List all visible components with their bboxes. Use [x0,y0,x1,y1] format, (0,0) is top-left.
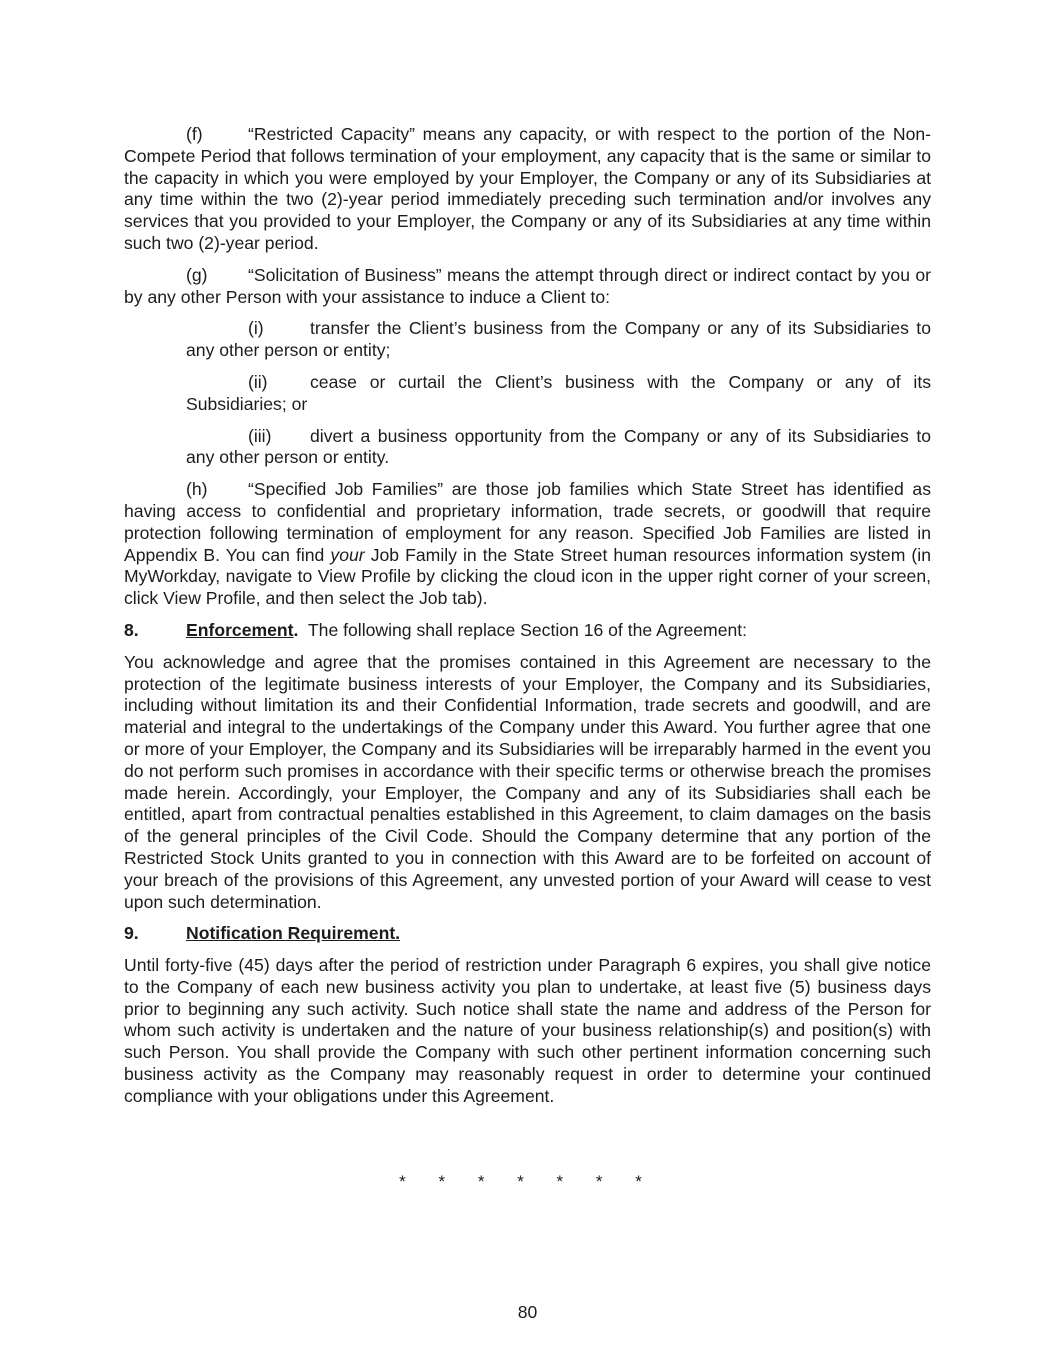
subitem-marker: (ii) [248,371,268,392]
section-8-heading [124,620,931,642]
separator-stars: * * * * * * * [399,1172,656,1191]
definition-f [124,124,931,255]
section-9-heading [124,923,931,945]
definition-marker: (g) [186,264,208,285]
section-title: Notification Requirement. [186,923,401,944]
subitem-ii [186,372,931,416]
subitem-text: divert a business opportunity from the Company or any of its Subsidiaries to any other person or entity. [186,425,931,468]
page-number: 80 [517,1302,538,1322]
section-9-body: Until forty-five (45) days after the period of restriction under Paragraph 6 expires, you shall give notice to the Company of each new business activity you plan to undertake, at least five (5) business days prior to beginning any such activity. Such notice shall state the name and address of the Person for whom such activity is undertaken and the nature of your business relationship(s) and position(s) with such Person. You shall provide the Company with such other pertinent information concerning such business activity as the Company may reasonably request in order to determine your continued compliance with your obligations under this Agreement. [124,955,931,1106]
definition-text: “Solicitation of Business” means the attempt through direct or indirect contact by you or by any other Person with your assistance to induce a Client to: [124,264,931,307]
document-page [124,124,931,1118]
section-number: 8. [124,619,139,640]
section-title-period: . [293,619,299,640]
definition-g [124,265,931,309]
definition-marker: (f) [186,124,203,144]
definition-text-before: “Specified Job Families” are those job families which State Street has identified as having access to confidential and proprietary information, trade secrets, or goodwill that require protection following termination of employment for any reason. Specified Job Families are listed in Appendix B. You can find [124,479,931,565]
section-8-body: You acknowledge and agree that the promises contained in this Agreement are necessary to the protection of the legitimate business interests of your Employer, the Company and its Subsidiaries, including without limitation its and their Confidential Information, trade secrets and goodwill, and are material and integral to the undertakings of the Company under this Award. You further agree that one or more of your Employer, the Company and its Subsidiaries will be irreparably harmed in the event you do not perform such promises in accordance with their specific terms or otherwise breach the promises made herein. Accordingly, your Employer, the Company and any of its Subsidiaries shall each be entitled, apart from contractual penalties established in this Agreement, to claim damages on the basis of the general principles of the Civil Code. Should the Company determine that any portion of the Restricted Stock Units granted to you in connection with this Award are to be forfeited on account of your breach of the provisions of this Agreement, any unvested portion of your Award will cease to vest upon such determination. [124,651,931,912]
definition-text: “Restricted Capacity” means any capacity, or with respect to the portion of the Non-Compete Period that follows termination of your employment, any capacity that is the same or similar to the capacity in which you were employed by your Employer, the Company or any of its Subsidiaries at any time within the two (2)-year period immediately preceding such termination and/or involves any services that you provided to your Employer, the Company or any of its Subsidiaries at any time within such two (2)-year period. [124,124,931,253]
subitem-iii [186,426,931,470]
subitem-text: cease or curtail the Client’s business with the Company or any of its Subsidiaries; or [186,371,931,414]
subitem-text: transfer the Client’s business from the Company or any of its Subsidiaries to any other person or entity; [186,318,931,361]
definition-h [124,479,931,610]
section-lead: The following shall replace Section 16 of the Agreement: [307,619,748,640]
subitem-marker: (iii) [248,425,272,446]
definition-marker: (h) [186,479,208,500]
definition-text-after: Job Family in the State Street human resources information system (in MyWorkday, navigate to View Profile by clicking the cloud icon in the upper right corner of your screen, click View Profile, and then select the Job tab). [124,544,931,609]
subitem-marker: (i) [248,318,264,339]
section-number: 9. [124,923,139,944]
subitem-i [186,318,931,362]
section-title: Enforcement [186,619,294,640]
definition-text-italic: your [330,544,365,565]
